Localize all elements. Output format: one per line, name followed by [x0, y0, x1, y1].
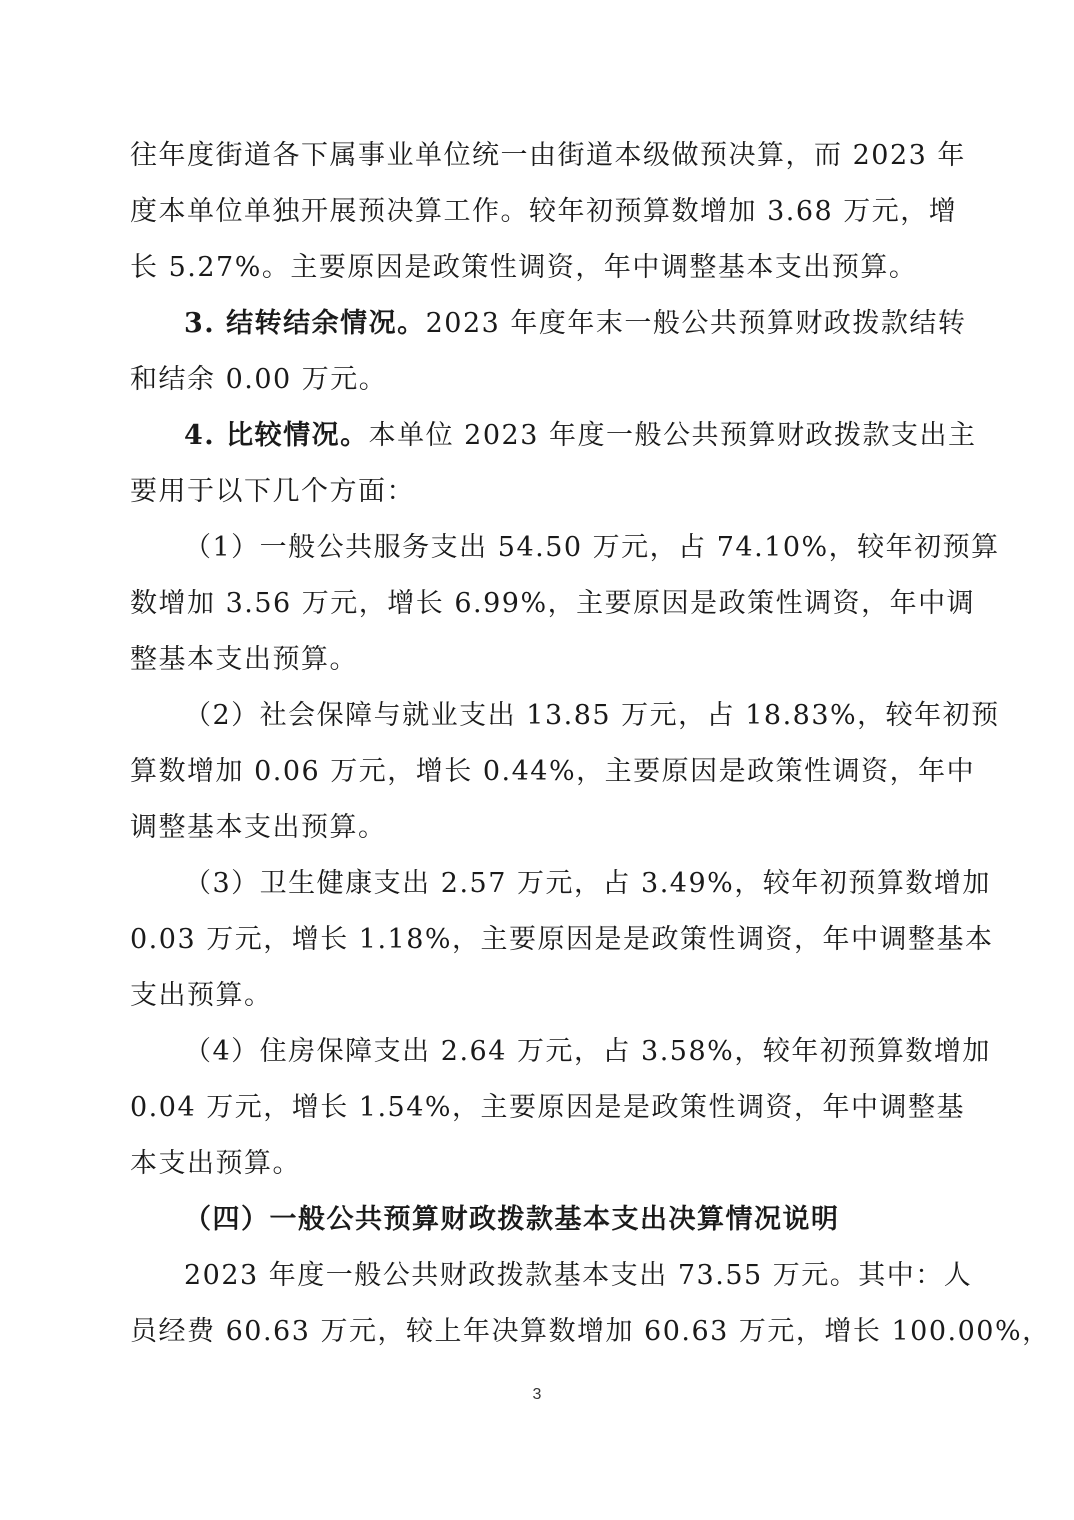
section-lead: 3. 结转结余情况。 — [184, 308, 426, 339]
text-span: 本单位 2023 年度一般公共预算财政拨款支出主 — [368, 420, 977, 451]
text-line — [130, 296, 967, 352]
text-line: （4）住房保障支出 2.64 万元，占 3.58%，较年初预算数增加 — [184, 1036, 991, 1067]
text-line: 本支出预算。 — [130, 1148, 301, 1179]
text-line: 和结余 0.00 万元。 — [130, 364, 388, 395]
section-heading: （四）一般公共预算财政拨款基本支出决算情况说明 — [184, 1204, 840, 1235]
text-line: 2023 年度一般公共财政拨款基本支出 73.55 万元。其中：人 — [184, 1260, 973, 1291]
text-span: 2023 年度年末一般公共预算财政拨款结转 — [425, 308, 967, 339]
text-line: （2）社会保障与就业支出 13.85 万元，占 18.83%，较年初预 — [184, 700, 1000, 731]
text-line: 往年度街道各下属事业单位统一由街道本级做预决算，而 2023 年 — [130, 140, 966, 171]
page-number: 3 — [532, 1386, 542, 1403]
paragraph-item-4 — [130, 1024, 991, 1192]
paragraph-item-3 — [130, 856, 994, 1024]
paragraph-item-1 — [130, 520, 1000, 688]
text-line: （3）卫生健康支出 2.57 万元，占 3.49%，较年初预算数增加 — [184, 868, 991, 899]
paragraph-carryover — [130, 296, 967, 408]
text-line: 支出预算。 — [130, 980, 273, 1011]
text-line — [130, 408, 977, 464]
text-line: 长 5.27%。主要原因是政策性调资，年中调整基本支出预算。 — [130, 252, 918, 283]
text-line: 要用于以下几个方面： — [130, 476, 415, 507]
text-line: 0.04 万元，增长 1.54%，主要原因是是政策性调资，年中调整基 — [130, 1092, 966, 1123]
paragraph-comparison — [130, 408, 977, 520]
section-lead: 4. 比较情况。 — [184, 420, 369, 451]
text-line: （1）一般公共服务支出 54.50 万元，占 74.10%，较年初预算 — [184, 532, 1000, 563]
text-line: 员经费 60.63 万元，较上年决算数增加 60.63 万元，增长 100.00%， — [130, 1316, 1051, 1347]
text-line: 度本单位单独开展预决算工作。较年初预算数增加 3.68 万元，增 — [130, 196, 958, 227]
document-body — [130, 128, 1051, 1360]
text-line: 0.03 万元，增长 1.18%，主要原因是是政策性调资，年中调整基本 — [130, 924, 994, 955]
paragraph-item-2 — [130, 688, 1000, 856]
text-line: 数增加 3.56 万元，增长 6.99%，主要原因是政策性调资，年中调 — [130, 588, 976, 619]
text-line: 调整基本支出预算。 — [130, 812, 387, 843]
paragraph-continuation — [130, 128, 966, 296]
paragraph-basic-expenditure — [130, 1248, 1051, 1360]
text-line: 算数增加 0.06 万元，增长 0.44%，主要原因是政策性调资，年中 — [130, 756, 976, 787]
text-line: 整基本支出预算。 — [130, 644, 358, 675]
